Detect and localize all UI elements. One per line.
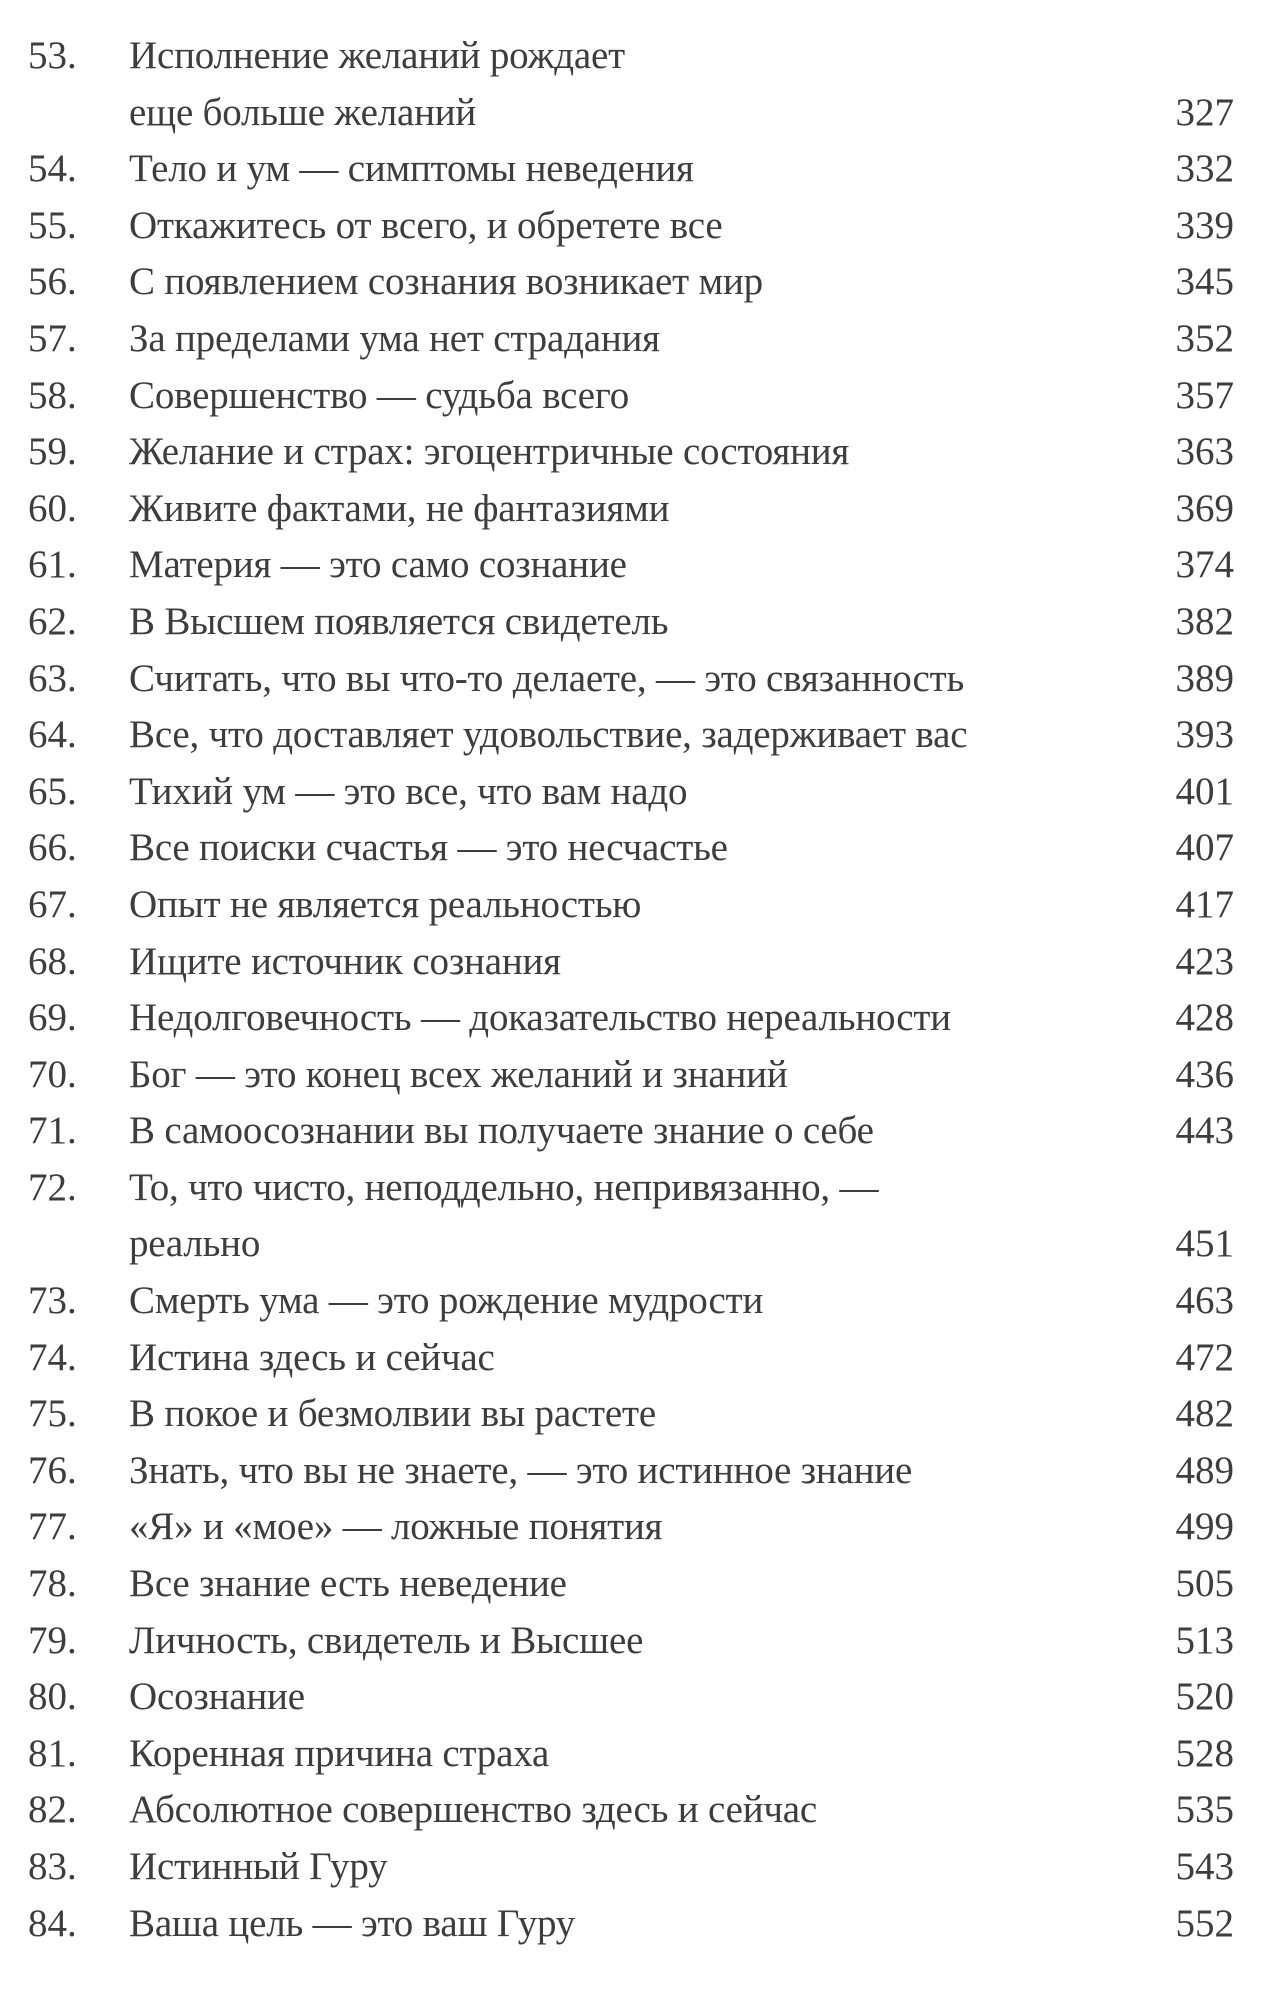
chapter-title: Знать, что вы не знаете, — это истинное знание [129, 1448, 913, 1492]
toc-entry[interactable] [0, 1726, 1266, 1783]
chapter-number: 53. [28, 34, 77, 77]
toc-line [0, 1443, 1266, 1500]
toc-line [0, 1896, 1266, 1953]
chapter-title: Коренная причина страха [129, 1731, 550, 1775]
chapter-title: Желание и страх: эгоцентричные состояния [129, 430, 850, 474]
chapter-title: Абсолютное совершенство здесь и сейчас [129, 1788, 818, 1832]
toc-line [0, 877, 1266, 934]
chapter-title: Осознание [129, 1675, 305, 1719]
chapter-number: 54. [28, 147, 77, 191]
chapter-number: 77. [28, 1505, 77, 1549]
page-number: 417 [1175, 882, 1234, 926]
toc-line [0, 311, 1266, 368]
chapter-number: 63. [28, 656, 77, 700]
chapter-number: 67. [28, 882, 77, 926]
chapter-number: 80. [28, 1675, 77, 1719]
page-number: 389 [1175, 656, 1234, 700]
toc-entry[interactable] [0, 1160, 1266, 1273]
page-number: 528 [1175, 1731, 1234, 1775]
toc-line [0, 141, 1266, 198]
chapter-number: 74. [28, 1335, 77, 1379]
chapter-number: 62. [28, 599, 77, 643]
chapter-title: Смерть ума — это рождение мудрости [129, 1279, 764, 1323]
chapter-number: 68. [28, 939, 77, 983]
page-number: 428 [1175, 996, 1234, 1040]
toc-line [0, 1782, 1266, 1839]
toc-entry[interactable] [0, 1669, 1266, 1726]
chapter-number: 64. [28, 713, 77, 757]
page-number: 401 [1175, 769, 1234, 813]
chapter-title: реально [129, 1222, 261, 1266]
chapter-title: В самоосознании вы получаете знание о себе [129, 1109, 874, 1153]
toc-line [0, 651, 1266, 708]
toc-entry[interactable] [0, 537, 1266, 594]
chapter-number: 78. [28, 1562, 77, 1606]
toc-entry[interactable] [0, 28, 1266, 141]
toc-entry[interactable] [0, 1613, 1266, 1670]
chapter-title: С появлением сознания возникает мир [129, 260, 763, 304]
toc-line [0, 990, 1266, 1047]
toc-line [0, 424, 1266, 481]
chapter-number: 71. [28, 1109, 77, 1153]
chapter-number: 59. [28, 430, 77, 474]
toc-line [0, 1669, 1266, 1726]
toc-line [0, 764, 1266, 821]
toc-line [0, 1386, 1266, 1443]
chapter-number: 75. [28, 1392, 77, 1436]
chapter-title: Истинный Гуру [129, 1845, 388, 1888]
chapter-title: Ваша цель — это ваш Гуру [129, 1901, 576, 1945]
chapter-title: В Высшем появляется свидетель [129, 599, 669, 643]
chapter-title: Живите фактами, не фантазиями [129, 486, 670, 530]
chapter-title: Все, что доставляет удовольствие, задерживает вас [129, 713, 968, 757]
chapter-number: 81. [28, 1731, 77, 1775]
page-number: 339 [1175, 203, 1234, 247]
page-number: 345 [1175, 260, 1234, 304]
toc-entry[interactable] [0, 141, 1266, 198]
page-number: 382 [1175, 599, 1234, 643]
chapter-number: 79. [28, 1618, 77, 1662]
page-number: 436 [1175, 1052, 1234, 1096]
page-number: 535 [1175, 1788, 1234, 1832]
toc-line [0, 198, 1266, 255]
toc-line [0, 707, 1266, 764]
toc-line [0, 1216, 1266, 1273]
toc-entry[interactable] [0, 877, 1266, 934]
toc-line [0, 1047, 1266, 1104]
toc-line [0, 1103, 1266, 1160]
toc-line [0, 1499, 1266, 1556]
page-number: 505 [1175, 1562, 1234, 1606]
chapter-number: 61. [28, 543, 77, 587]
chapter-title: «Я» и «мое» — ложные понятия [129, 1505, 663, 1549]
chapter-number: 83. [28, 1845, 77, 1888]
toc-entry[interactable] [0, 764, 1266, 821]
toc-line [0, 1330, 1266, 1387]
chapter-title: Недолговечность — доказательство нереальности [129, 996, 951, 1040]
chapter-title: То, что чисто, неподдельно, непривязанно, — [129, 1165, 879, 1209]
page-number: 543 [1175, 1845, 1234, 1888]
toc-entry[interactable] [0, 481, 1266, 538]
page-number: 499 [1175, 1505, 1234, 1549]
toc-entry[interactable] [0, 651, 1266, 708]
chapter-title: Тело и ум — симптомы неведения [129, 147, 694, 191]
page-number: 513 [1175, 1618, 1234, 1662]
toc-line [0, 1273, 1266, 1330]
toc-entry[interactable] [0, 820, 1266, 877]
toc-entry[interactable] [0, 1782, 1266, 1839]
toc-entry[interactable] [0, 1499, 1266, 1556]
toc-entry[interactable] [0, 1386, 1266, 1443]
page-number: 352 [1175, 316, 1234, 360]
chapter-number: 65. [28, 769, 77, 813]
toc-line [0, 85, 1266, 142]
page-number: 472 [1175, 1335, 1234, 1379]
chapter-number: 57. [28, 316, 77, 360]
chapter-title: Истина здесь и сейчас [129, 1335, 495, 1379]
chapter-title: Ищите источник сознания [129, 939, 561, 983]
toc-line [0, 1613, 1266, 1670]
toc-line [0, 934, 1266, 991]
toc-line [0, 820, 1266, 877]
toc-line [0, 481, 1266, 538]
toc-entry[interactable] [0, 368, 1266, 425]
toc-entry[interactable] [0, 1103, 1266, 1160]
toc-line [0, 1556, 1266, 1613]
toc-entry[interactable] [0, 254, 1266, 311]
toc-entry[interactable] [0, 934, 1266, 991]
page-number: 463 [1175, 1279, 1234, 1323]
chapter-number: 72. [28, 1165, 77, 1209]
chapter-title: Считать, что вы что-то делаете, — это связанность [129, 656, 965, 700]
page-number: 489 [1175, 1448, 1234, 1492]
page-number: 552 [1175, 1901, 1234, 1945]
chapter-title: Все поиски счастья — это несчастье [129, 826, 728, 870]
toc-entry[interactable] [0, 311, 1266, 368]
chapter-number: 73. [28, 1279, 77, 1323]
page-number: 443 [1175, 1109, 1234, 1153]
chapter-title: Все знание есть неведение [129, 1562, 567, 1606]
chapter-title: Бог — это конец всех желаний и знаний [129, 1052, 788, 1096]
chapter-number: 66. [28, 826, 77, 870]
page-number: 482 [1175, 1392, 1234, 1436]
page-number: 520 [1175, 1675, 1234, 1719]
chapter-title: В покое и безмолвии вы растете [129, 1392, 656, 1436]
toc-line [0, 28, 1266, 85]
chapter-title: Совершенство — судьба всего [129, 373, 630, 417]
page-number: 357 [1175, 373, 1234, 417]
toc-entry[interactable] [0, 198, 1266, 255]
toc-entry[interactable] [0, 594, 1266, 651]
toc-entry[interactable] [0, 1896, 1266, 1953]
page-number: 363 [1175, 430, 1234, 474]
toc-line [0, 254, 1266, 311]
chapter-number: 70. [28, 1052, 77, 1096]
chapter-number: 82. [28, 1788, 77, 1832]
chapter-number: 58. [28, 373, 77, 417]
chapter-title: еще больше желаний [129, 90, 477, 134]
toc-line [0, 594, 1266, 651]
chapter-number: 76. [28, 1448, 77, 1492]
toc-entry[interactable] [0, 1443, 1266, 1500]
page-number: 393 [1175, 713, 1234, 757]
page-number: 332 [1175, 147, 1234, 191]
toc-entry[interactable] [0, 1047, 1266, 1104]
chapter-title: Материя — это само сознание [129, 543, 627, 587]
chapter-title: Тихий ум — это все, что вам надо [129, 769, 688, 813]
page-number: 451 [1175, 1222, 1234, 1266]
chapter-number: 69. [28, 996, 77, 1040]
toc-entry[interactable] [0, 707, 1266, 764]
chapter-title: Опыт не является реальностью [129, 882, 642, 926]
toc-entry[interactable] [0, 1556, 1266, 1613]
toc-entry[interactable] [0, 1330, 1266, 1387]
toc-line [0, 537, 1266, 594]
chapter-title: За пределами ума нет страдания [129, 316, 660, 360]
toc-entry[interactable] [0, 1839, 1266, 1896]
chapter-title: Откажитесь от всего, и обретете все [129, 203, 723, 247]
toc-entry[interactable] [0, 1273, 1266, 1330]
chapter-number: 56. [28, 260, 77, 304]
toc-line [0, 1726, 1266, 1783]
toc-entry[interactable] [0, 424, 1266, 481]
page-number: 407 [1175, 826, 1234, 870]
chapter-number: 60. [28, 486, 77, 530]
toc-line [0, 1839, 1266, 1896]
page-number: 369 [1175, 486, 1234, 530]
chapter-title: Личность, свидетель и Высшее [129, 1618, 644, 1662]
table-of-contents [0, 28, 1266, 1952]
page-number: 327 [1175, 90, 1234, 134]
chapter-number: 84. [28, 1901, 77, 1945]
page-number: 423 [1175, 939, 1234, 983]
toc-entry[interactable] [0, 990, 1266, 1047]
page-number: 374 [1175, 543, 1234, 587]
chapter-title: Исполнение желаний рождает [129, 34, 625, 77]
toc-line [0, 1160, 1266, 1217]
chapter-number: 55. [28, 203, 77, 247]
toc-line [0, 368, 1266, 425]
